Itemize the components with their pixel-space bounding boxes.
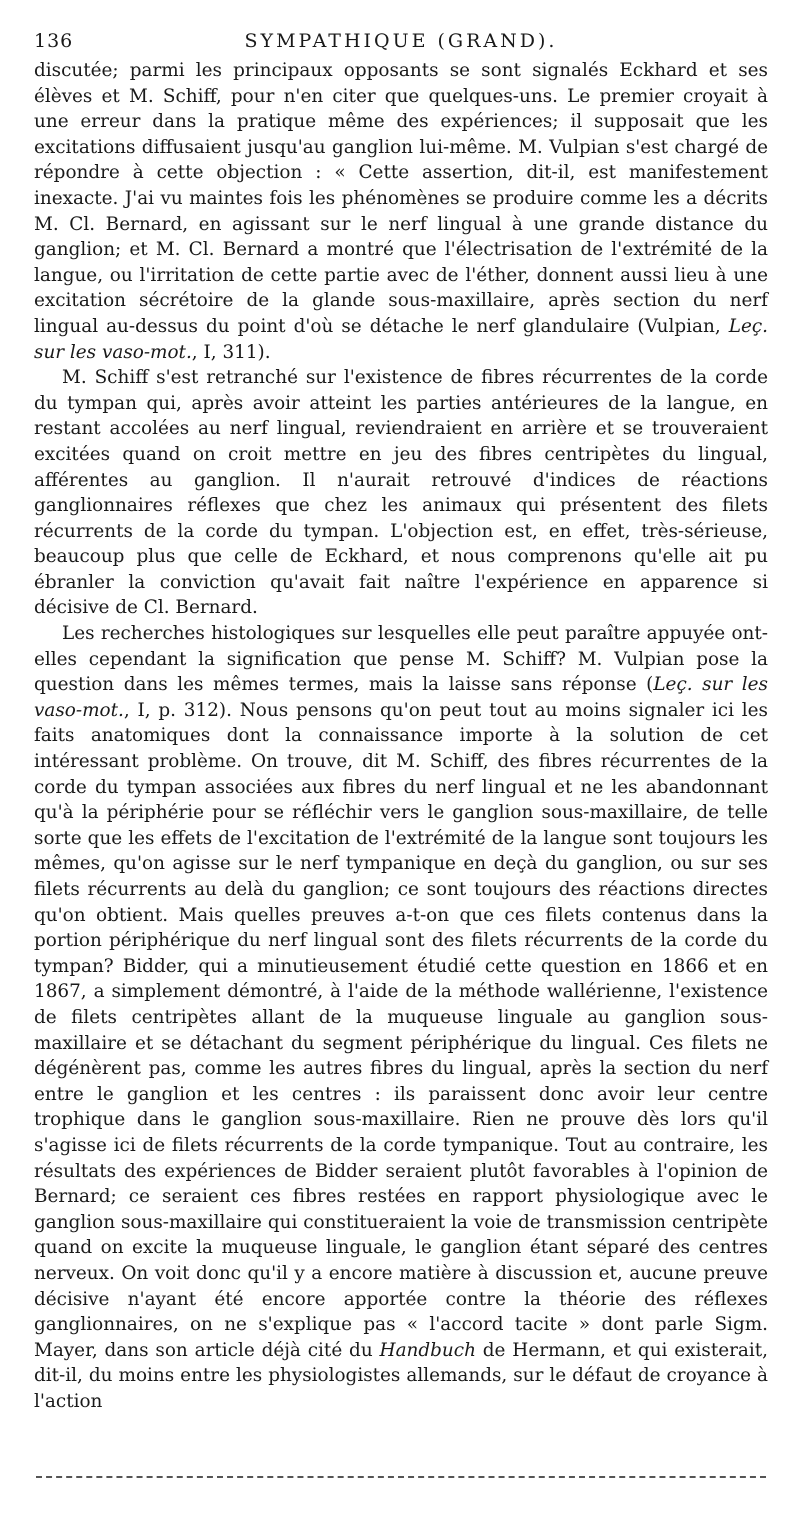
- running-head: [34, 30, 768, 58]
- paragraph-1-text: discutée; parmi les principaux opposants se sont signalés Eckhard et ses élèves et M. Schiff, pour n'en citer que quelques-uns. Le premier croyait à une erreur dans la pratique même des expériences; il supposait que les excitations diffusaient jusqu'au ganglion lui-même. M. Vulpian s'est chargé de répondre à cette objection : « Cette assertion, dit-il, est manifestement inexacte. J'ai vu maintes fois les phénomènes se produire comme les a décrits M. Cl. Bernard, en agissant sur le nerf lingual à une grande distance du ganglion; et M. Cl. Bernard a montré que l'électrisation de l'extrémité de la langue, ou l'irritation de cette partie avec de l'éther, donnent aussi lieu à une excitation sécrétoire de la glande sous-maxillaire, après section du nerf lingual au-dessus du point d'où se détache le nerf glandulaire (Vulpian,: [34, 60, 768, 337]
- paragraph-3: [34, 621, 768, 1414]
- paragraph-3-text-middle: , I, p. 312). Nous pensons qu'on peut tout au moins signaler ici les faits anatomiques dont la connaissance importe à la solution de cet intéressant problème. On trouve, dit M. Schiff, des fibres récurrentes de la corde du tympan associées aux fibres du nerf lingual et ne les abandonnant qu'à la périphérie pour se réfléchir vers le ganglion sous-maxillaire, de telle sorte que les effets de l'excitation de l'extrémité de la langue sont toujours les mêmes, qu'on agisse sur le nerf tympanique en deçà du ganglion, ou sur ses filets récurrents au delà du ganglion; ce sont toujours des réactions directes qu'on obtient. Mais quelles preuves a-t-on que ces filets contenus dans la portion périphérique du nerf lingual sont des filets récurrents de la corde du tympan? Bidder, qui a minutieusement étudié cette question en 1866 et en 1867, a simplement démontré, à l'aide de la méthode wallérienne, l'existence de filets centripètes allant de la muqueuse linguale au ganglion sous-maxillaire et se détachant du segment périphérique du lingual. Ces filets ne dégénèrent pas, comme les autres fibres du lingual, après la section du nerf entre le ganglion et les centres : ils paraissent donc avoir leur centre trophique dans le ganglion sous-maxillaire. Rien ne prouve dès lors qu'il s'agisse ici de filets récurrents de la corde tympanique. Tout au contraire, les résultats des expériences de Bidder seraient plutôt favorables à l'opinion de Bernard; ce seraient ces fibres restées en rapport physiologique avec le ganglion sous-maxillaire qui constitueraient la voie de transmission centripète quand on excite la muqueuse linguale, le ganglion étant séparé des centres nerveux. On voit donc qu'il y a encore matière à discussion et, aucune preuve décisive n'ayant été encore apportée contre la théorie des réflexes ganglionnaires, on ne s'explique pas « l'accord tacite » dont parle Sigm. Mayer, dans son article déjà cité du: [34, 699, 768, 1361]
- book-page: [34, 30, 768, 1414]
- handbuch-title: Handbuch: [379, 1339, 476, 1361]
- paragraph-2-text: M. Schiff s'est retranché sur l'existence de fibres récurrentes de la corde du tympan qui, après avoir atteint les parties antérieures de la langue, en restant accolées au nerf lingual, reviendraient en arrière et se trouveraient excitées quand on croit mettre en jeu des fibres centripètes du lingual, afférentes au ganglion. Il n'aurait retrouvé d'indices de réactions ganglionnaires réflexes que chez les animaux qui présentent des filets récurrents de la corde du tympan. L'objection est, en effet, très-sérieuse, beaucoup plus que celle de Eckhard, et nous comprenons qu'elle ait pu ébranler la conviction qu'avait fait naître l'expérience en apparence si décisive de Cl. Bernard.: [34, 367, 768, 619]
- citation-title: Leç. sur les vaso-mot.: [34, 674, 768, 721]
- paragraph-2: [34, 365, 768, 621]
- paragraph-3-text-start: Les recherches histologiques sur lesquelles elle peut paraître appuyée ont-elles cependant la signification que pense M. Schiff? M. Vulpian pose la question dans les mêmes termes, mais la laisse sans réponse (: [34, 623, 768, 696]
- citation-reference: , I, 311).: [191, 341, 271, 363]
- body-text: [34, 58, 768, 1414]
- page-number: 136: [34, 30, 74, 52]
- running-title: SYMPATHIQUE (GRAND).: [244, 30, 558, 52]
- citation-title: Leç. sur les vaso-mot.: [34, 315, 768, 363]
- footer-dashed-rule: [36, 1476, 766, 1478]
- paragraph-3-text-end: de Hermann, et qui existerait, dit-il, du moins entre les physiologistes allemands, sur le défaut de croyance à l'action: [34, 1339, 768, 1412]
- paragraph-1: [34, 58, 768, 365]
